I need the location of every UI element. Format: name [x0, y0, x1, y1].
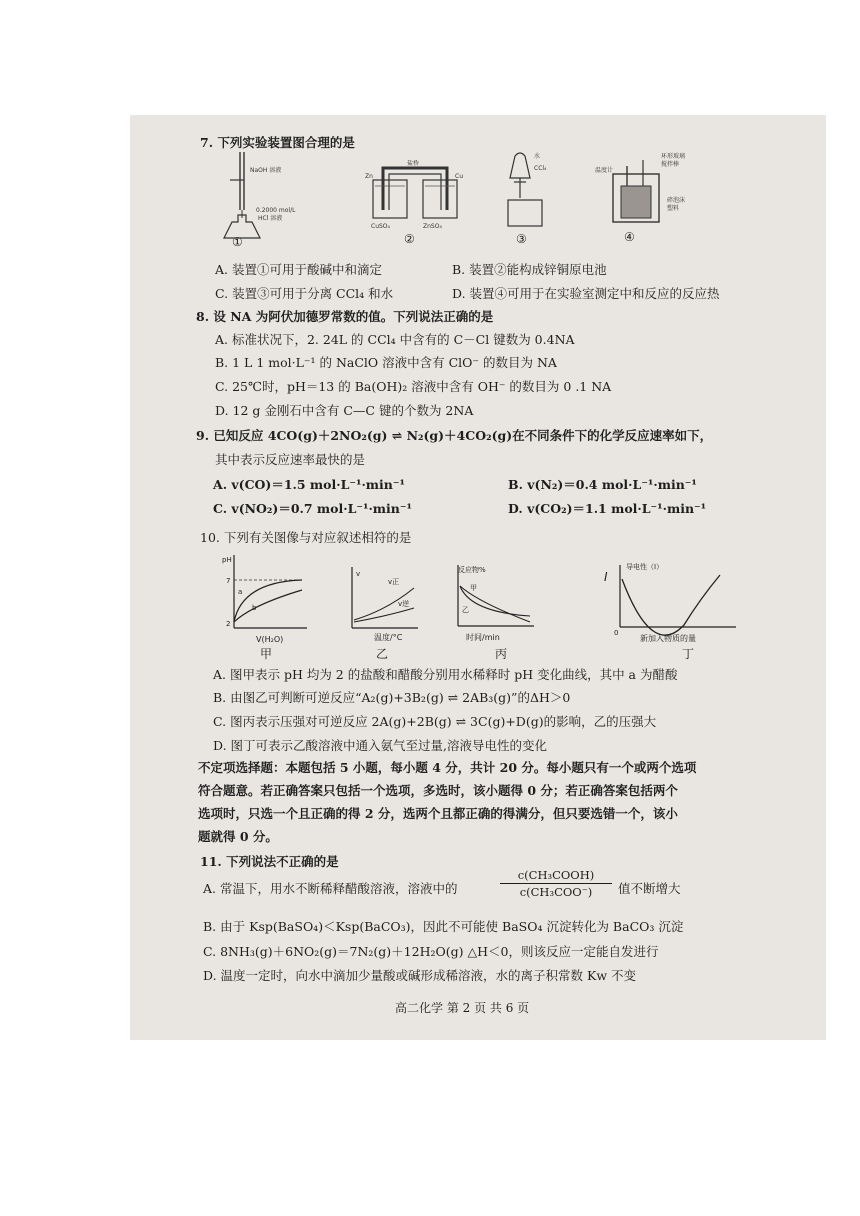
- bing-ylabel: 反应物%: [458, 566, 486, 574]
- fig4-label-plastic: 塑料: [667, 205, 680, 212]
- ding-ylabel: I: [604, 570, 608, 584]
- fig4-label-foam: 碎泡沫: [667, 197, 686, 204]
- q8-option-d: D. 12 g 金刚石中含有 C—C 键的个数为 2NA: [215, 403, 474, 418]
- q7-option-a: A. 装置①可用于酸碱中和滴定: [215, 262, 382, 277]
- fig3-label-ccl4: CCl₄: [534, 165, 547, 172]
- q8-option-b: B. 1 L 1 mol·L⁻¹ 的 NaClO 溶液中含有 ClO⁻ 的数目为 NA: [215, 355, 557, 370]
- bing-curve-yi: 乙: [462, 606, 469, 614]
- q7-option-c: C. 装置③可用于分离 CCl₄ 和水: [215, 286, 394, 301]
- bing-curve-jia: 甲: [470, 584, 477, 592]
- q9-option-d: D. v(CO₂)＝1.1 mol·L⁻¹·min⁻¹: [508, 501, 707, 516]
- jia-curve-a: a: [238, 588, 243, 596]
- fig-label-4: ④: [624, 230, 635, 244]
- fig2-label-bridge: 盐桥: [407, 160, 420, 167]
- q11-option-a-pre: A. 常温下，用水不断稀释醋酸溶液，溶液中的: [203, 881, 458, 896]
- jia-tick-7: 7: [226, 577, 231, 585]
- page-footer: 高二化学 第 2 页 共 6 页: [395, 1001, 530, 1015]
- q9-option-c: C. v(NO₂)＝0.7 mol·L⁻¹·min⁻¹: [213, 501, 412, 516]
- section-instruction-line4: 题就得 0 分。: [198, 829, 278, 844]
- fig4-label-ring: 环形玻璃: [661, 153, 686, 160]
- q11-option-a-fraction: [500, 868, 612, 899]
- q10-stem: 10. 下列有关图像与对应叙述相符的是: [200, 530, 412, 545]
- graph-jia: [222, 550, 312, 650]
- bing-xlabel: 时间/min: [466, 633, 500, 642]
- graph-bing-caption: 丙: [495, 647, 508, 661]
- jia-tick-2: 2: [226, 620, 231, 628]
- q7-option-d: D. 装置④可用于在实验室测定中和反应的反应热: [452, 286, 720, 301]
- q10-option-a: A. 图甲表示 pH 均为 2 的盐酸和醋酸分别用水稀释时 pH 变化曲线，其中 a 为醋酸: [213, 667, 678, 682]
- graph-yi: [342, 562, 422, 647]
- q9-stem-line2: 其中表示反应速率最快的是: [215, 452, 366, 467]
- jia-ylabel: pH: [222, 556, 232, 564]
- fraction-denominator: c(CH₃COO⁻): [519, 885, 593, 899]
- fig-label-3: ③: [516, 232, 527, 246]
- fig1-label-naoh: NaOH 溶液: [250, 167, 282, 174]
- q9-option-b: B. v(N₂)＝0.4 mol·L⁻¹·min⁻¹: [508, 477, 697, 492]
- fig4-label-stirrer: 搅拌棒: [661, 161, 680, 168]
- q11-option-d: D. 温度一定时，向水中滴加少量酸或碱形成稀溶液，水的离子积常数 Kw 不变: [203, 968, 637, 983]
- fig2-label-zn: Zn: [365, 173, 373, 180]
- section-instruction-line2: 符合题意。若正确答案只包括一个选项，多选时，该小题得 0 分；若正确答案包括两个: [198, 783, 678, 798]
- yi-curve-vni: v逆: [398, 600, 410, 608]
- section-instruction-line3: 选项时，只选一个且正确的得 2 分，选两个且都正确的得满分，但只要选错一个，该小: [198, 806, 678, 821]
- calorimeter-apparatus: [595, 150, 700, 232]
- yi-curve-vzheng: v正: [388, 578, 400, 586]
- fig2-label-cuso4: CuSO₄: [371, 223, 390, 230]
- fig-label-2: ②: [404, 232, 415, 246]
- fig4-label-thermometer: 温度计: [595, 167, 614, 174]
- q9-stem-line1: 9. 已知反应 4CO(g)＋2NO₂(g) ⇌ N₂(g)＋4CO₂(g)在不同条件下的化学反应速率如下，: [196, 428, 713, 443]
- yi-xlabel: 温度/°C: [374, 633, 403, 642]
- graph-bing: [452, 560, 542, 648]
- fig2-label-cu: Cu: [455, 173, 463, 180]
- q10-option-b: B. 由图乙可判断可逆反应“A₂(g)+3B₂(g) ⇌ 2AB₃(g)”的ΔH＞0: [213, 690, 571, 705]
- separating-funnel-apparatus: [500, 148, 580, 233]
- yi-ylabel: v: [356, 570, 361, 578]
- q8-option-a: A. 标准状况下，2. 24L 的 CCl₄ 中含有的 C－Cl 键数为 0.4NA: [215, 332, 575, 347]
- q7-stem: 7. 下列实验装置图合理的是: [200, 135, 355, 150]
- graph-jia-caption: 甲: [260, 647, 273, 661]
- jia-xlabel: V(H₂O): [256, 635, 284, 644]
- q10-option-c: C. 图丙表示压强对可逆反应 2A(g)+2B(g) ⇌ 3C(g)+D(g)的影响，乙的压强大: [213, 714, 657, 729]
- ding-title: 导电性（I）: [626, 563, 664, 571]
- fraction-numerator: c(CH₃COOH): [517, 868, 595, 882]
- fig1-label-conc: 0.2000 mol/L: [256, 207, 296, 214]
- q8-stem: 8. 设 NA 为阿伏加德罗常数的值。下列说法正确的是: [196, 309, 494, 324]
- q10-option-d: D. 图丁可表示乙酸溶液中通入氨气至过量,溶液导电性的变化: [213, 738, 547, 753]
- fig2-label-znso4: ZnSO₄: [423, 223, 442, 230]
- jia-curve-b: b: [252, 604, 257, 612]
- q8-option-c: C. 25℃时，pH＝13 的 Ba(OH)₂ 溶液中含有 OH⁻ 的数目为 0 .1 NA: [215, 379, 612, 394]
- fraction-bar: [500, 883, 612, 884]
- graph-yi-caption: 乙: [376, 647, 389, 661]
- section-instruction-line1: 不定项选择题：本题包括 5 小题，每小题 4 分，共计 20 分。每小题只有一个或两个选项: [198, 760, 697, 775]
- q7-option-b: B. 装置②能构成锌铜原电池: [452, 262, 607, 277]
- q9-option-a: A. v(CO)＝1.5 mol·L⁻¹·min⁻¹: [213, 477, 405, 492]
- fig1-label-hcl: HCl 溶液: [258, 215, 283, 222]
- q11-stem: 11. 下列说法不正确的是: [200, 854, 339, 869]
- ding-xlabel: 新加入物质的量: [640, 634, 696, 643]
- graph-ding-caption: 丁: [682, 647, 695, 661]
- graph-ding: [600, 555, 740, 650]
- titration-apparatus: [220, 150, 310, 245]
- q11-option-b: B. 由于 Ksp(BaSO₄)＜Ksp(BaCO₃)，因此不可能使 BaSO₄ 沉淀转化为 BaCO₃ 沉淀: [203, 919, 684, 934]
- galvanic-cell-apparatus: [365, 160, 465, 230]
- q11-option-c: C. 8NH₃(g)＋6NO₂(g)＝7N₂(g)＋12H₂O(g) △H＜0，则该反应一定能自发进行: [203, 944, 659, 959]
- fig3-label-water: 水: [534, 153, 541, 160]
- fig-label-1: ①: [232, 235, 243, 249]
- q11-option-a-post: 值不断增大: [618, 881, 681, 896]
- ding-origin: 0: [614, 629, 619, 637]
